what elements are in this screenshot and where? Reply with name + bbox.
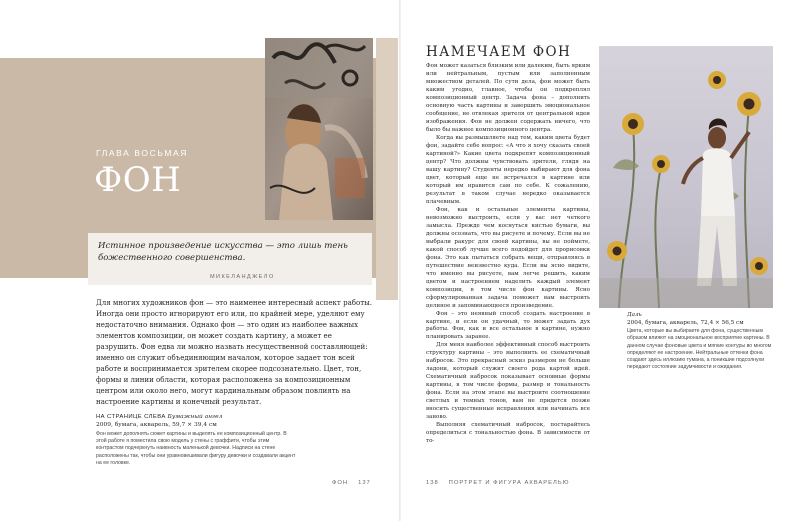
caption-artwork-details: 2009, бумага, акварель, 59,7 × 39,4 см xyxy=(96,421,217,428)
left-folio xyxy=(332,480,371,486)
paragraph: Фон может казаться близким или далеким, быть ярким или нейтральным, пустым или заполненным множеством деталей. По сути дела, фон может быть каким угодно, главное, чтобы он подкреплял композиционный центр. Задача фона – дополнить основную часть картины и завершить эмоциональное сообщение, не отвлекая зрителя от центральной идеи изображения. Фон не должен содержать ничего, что было бы важнее композиционного центра. xyxy=(426,63,591,133)
chapter-title: ФОН xyxy=(94,160,182,200)
right-body-text xyxy=(426,63,590,446)
decorative-strip xyxy=(376,38,398,300)
epigraph-quote: Истинное произведение искусства — это лишь тень божественного совершенства. xyxy=(98,241,348,263)
right-caption-text: Цвета, которые вы выбираете для фона, существенным образом влияют на эмоциональное восприятие картины. В данном случае фоновые цвета и мягкие контуры во многом определяют ее настроение. Нейтральные оттенки фона создают здесь иллюзию тумана, а поникшие подсолнухи передают состояние задумчивости и ожидания. xyxy=(627,328,772,371)
paragraph: Для меня наиболее эффективный способ выстроить структуру картины – это выполнить ее схематичный набросок. Это прекрасный эскиз размером не больше ладони, который служит своего рода картой идей. Схематичный набросок показывает основные формы картины, в том числе формы, размер и тональность фона. Если на этом этапе вы выстроите соотношение светлых и темных тонов, вам не придется позже вносить существенные исправления или начинать все заново. xyxy=(426,342,590,421)
caption-artwork-title: Даль xyxy=(627,312,642,318)
folio-label: ПОРТРЕТ И ФИГУРА АКВАРЕЛЬЮ xyxy=(448,480,570,486)
chapter-label: ГЛАВА ВОСЬМАЯ xyxy=(96,148,189,158)
right-caption-heading xyxy=(627,312,777,327)
page-number: 137 xyxy=(358,480,371,486)
graffiti-painting-illustration xyxy=(265,38,373,220)
paragraph: Выполняя схематичный набросок, постарайтесь определиться с тональностью фона. В зависимости от то- xyxy=(426,422,590,445)
paragraph: Фон, как и остальные элементы картины, невозможно выстроить, если у вас нет четкого замысла. Прежде чем коснуться кистью бумаги, вы должны осознать, что вы рисуете и почему. Если вы не выбрали ракурс для своей картины, вы не поймете, какой способ лучше всего подойдет для прорисовки фона. Это как пытаться собрать вещи, отправляясь в путешествие неизвестно куда. Если вы ясно видите, что именно вы рисуете, вам легче решить, каким цветом и настроением наделить каждый элемент композиции, в том числе фон картины. Ясно сформулированная задача поможет вам выстроить целиное и запоминающееся произведение. xyxy=(426,206,590,309)
caption-artwork-title: Бумажный ангел xyxy=(167,414,223,420)
caption-artwork-details: 2004, бумага, акварель, 72,4 × 56,5 см xyxy=(627,319,744,326)
page-number: 138 xyxy=(426,480,439,486)
caption-prefix: НА СТРАНИЦЕ СЛЕВА xyxy=(96,414,166,420)
left-caption-heading xyxy=(96,414,316,429)
left-caption-text: Фон может дополнять сюжет картины и выделять ее композиционный центр. В этой работе я поместила свою модель у стены с граффити, чтобы этим контрастом подчеркнуть наивность маленькой девочки. Надписи на стене расположены так, чтобы они уравновешивали фигуру девочки и создавали акцент на ее головке. xyxy=(96,431,296,466)
paragraph: Когда вы размышляете над тем, каким цвета будет фон, задайте себе вопрос: «А что я хочу сказать своей картиной?» Какие цвета подкрепят композиционный центр? Что должны чувствовать зрители, глядя на вашу картину? Студенты нередко выбирают для фона цвет, который еще не встречался в картине или который им нравится сам по себе. К сожалению, результат в таком случае нередко оказывается плачевным. xyxy=(426,134,590,205)
folio-label: ФОН xyxy=(332,480,349,486)
epigraph-author: МИКЕЛАНДЖЕЛО xyxy=(210,274,275,280)
left-body-text: Для многих художников фон — это наименее интересный аспект работы. Иногда они просто игнорируют его или, по крайней мере, уделяют ему недостаточно внимания. Однако фон — это один из наиболее важных элементов композиции, он может создать картину, а может ее разрушить. Фон едва ли можно назвать несущественной составляющей: именно он служит объединяющим началом, которое задает тон всей работе и воспринимается зрителем скорее подсознательно. Цвет, тон, формы и линии области, которая расположена за композиционным центром или около него, могут кардинальным образом повлиять на настроение картины и конечный результат. xyxy=(96,298,373,406)
sunflower-painting-illustration xyxy=(599,46,773,308)
book-gutter xyxy=(399,0,401,521)
sunflower-painting-image xyxy=(599,46,773,308)
section-title: НАМЕЧАЕМ ФОН xyxy=(426,44,572,60)
right-folio xyxy=(426,480,570,486)
graffiti-painting-image xyxy=(265,38,373,220)
paragraph: Фон – это неявный способ создать настроение в картине, и если он удачный, то может задать дух работы. Фон, как и все остальное в картине, нужно планировать заранее. xyxy=(426,310,590,341)
